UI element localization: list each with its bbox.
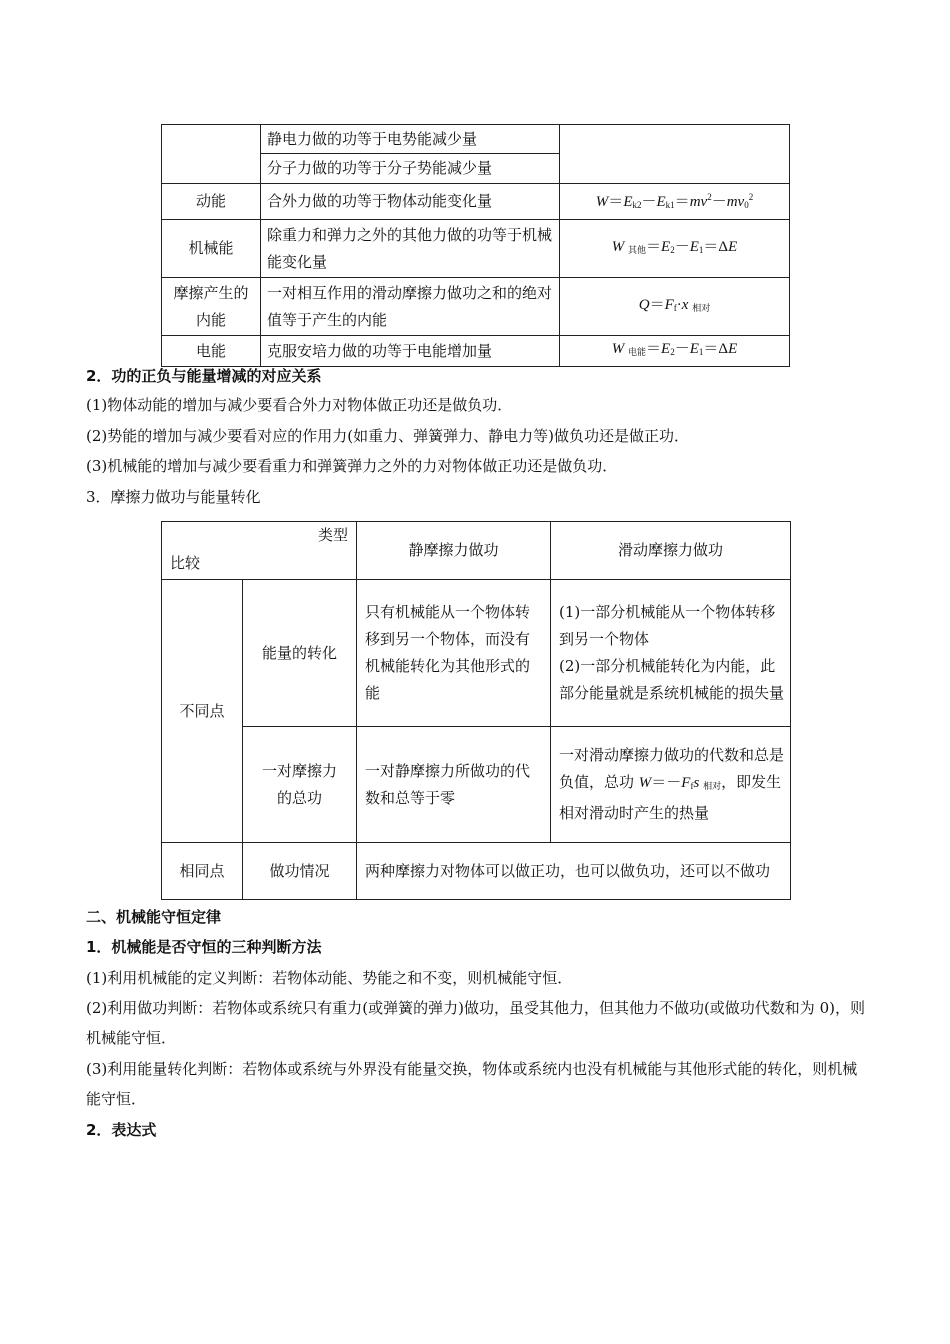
table-cell: 只有机械能从一个物体转移到另一个物体，而没有机械能转化为其他形式的能 (357, 580, 551, 727)
column-header: 静摩擦力做功 (357, 522, 551, 580)
friction-work-table (161, 521, 791, 900)
formula-mechanical: W $_{其他}=E_2-E_1=\Delta E$ (560, 220, 790, 278)
column-header: 滑动摩擦力做功 (551, 522, 791, 580)
paragraph: (1)物体动能的增加与减少要看合外力对物体做正功还是做负功． (86, 396, 513, 414)
header-type: 类型 (317, 526, 348, 544)
row-label: 电能 (162, 336, 261, 367)
row-label: 相同点 (162, 843, 243, 900)
cell-text: ，即发生相对滑动时产生的热量 (559, 773, 782, 822)
row-label: 摩擦产生的内能 (162, 278, 261, 336)
part-heading: 二、机械能守恒定律 (86, 908, 222, 926)
section-heading: 1．机械能是否守恒的三种判断方法 (86, 938, 322, 956)
table-cell: 除重力和弹力之外的其他力做的功等于机械能变化量 (261, 220, 560, 278)
empty-cell (560, 125, 790, 184)
cell-text: 一对滑动摩擦力做功的代数和总是负值，总功 (559, 746, 785, 791)
section-heading: 2．表达式 (86, 1121, 157, 1139)
paragraph: (3)机械能的增加与减少要看重力和弹簧弹力之外的力对物体做正功还是做负功． (86, 457, 618, 475)
formula-kinetic: $W=E_{k2}-E_{k1}=mv^2-mv_0^2$ (560, 184, 790, 220)
energy-work-table (161, 124, 790, 367)
table-cell: 合外力做的功等于物体动能变化量 (261, 184, 560, 220)
table-cell (551, 727, 791, 843)
table-cell: 静电力做的功等于电势能减少量 (261, 125, 560, 154)
row-sublabel: 做功情况 (243, 843, 357, 900)
row-sublabel: 一对摩擦力的总功 (243, 727, 357, 843)
row-sublabel: 能量的转化 (243, 580, 357, 727)
row-label: 机械能 (162, 220, 261, 278)
section-heading: 3．摩擦力做功与能量转化 (86, 488, 261, 506)
table-cell: 两种摩擦力对物体可以做正功，也可以做负功，还可以不做功 (357, 843, 791, 900)
empty-cell (162, 125, 261, 184)
diagonal-header-cell (162, 522, 357, 580)
header-compare: 比较 (170, 554, 201, 572)
section-heading: 2．功的正负与能量增减的对应关系 (86, 367, 322, 385)
cell-line: (2)一部分机械能转化为内能，此部分能量就是系统机械能的损失量 (559, 657, 785, 702)
table-cell: 分子力做的功等于分子势能减少量 (261, 154, 560, 184)
formula-total-work: $W=-F_fs$ $_{相对}$ (638, 775, 722, 791)
formula-electric: W $_{电能}=E_2-E_1=\Delta E$ (560, 336, 790, 367)
table-cell: 一对相互作用的滑动摩擦力做功之和的绝对值等于产生的内能 (261, 278, 560, 336)
row-label: 不同点 (162, 580, 243, 843)
row-label: 动能 (162, 184, 261, 220)
paragraph: (1)利用机械能的定义判断：若物体动能、势能之和不变，则机械能守恒． (86, 969, 573, 987)
paragraph: (3)利用能量转化判断：若物体或系统与外界没有能量交换，物体或系统内也没有机械能与其他形式能的转化，则机械能守恒． (86, 1060, 858, 1108)
paragraph: (2)势能的增加与减少要看对应的作用力(如重力、弹簧弹力、静电力等)做负功还是做正功． (86, 427, 689, 445)
table-cell: 一对静摩擦力所做功的代数和总等于零 (357, 727, 551, 843)
table-cell: 克服安培力做的功等于电能增加量 (261, 336, 560, 367)
paragraph: (2)利用做功判断：若物体或系统只有重力(或弹簧的弹力)做功，虽受其他力，但其他力不做功(或做功代数和为 0)，则机械能守恒． (86, 999, 865, 1047)
formula-friction-heat: $Q=F_f\cdot x$ $_{相对}$ (560, 278, 790, 336)
cell-line: (1)一部分机械能从一个物体转移到另一个物体 (559, 603, 776, 648)
table-cell (551, 580, 791, 727)
